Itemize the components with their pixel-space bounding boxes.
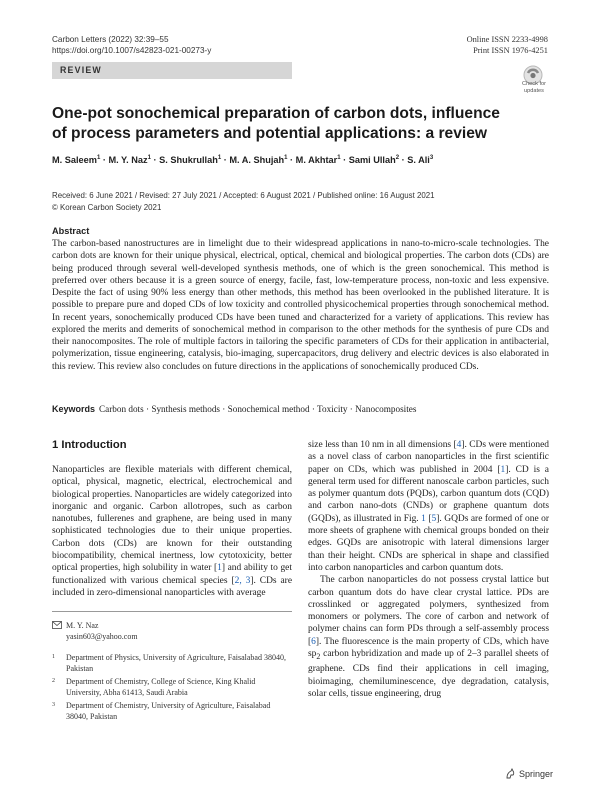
publisher-logo [505,768,553,779]
footnote-divider [52,611,292,612]
author-name[interactable]: S. Ali [407,155,430,166]
author-affiliation-mark: 1 [284,155,288,161]
section-heading-introduction: 1 Introduction [52,439,127,451]
affiliation-3: 3 Department of Chemistry, University of Agriculture, Faisalabad 38040, Pakistan [52,701,271,721]
print-issn: Print ISSN 1976-4251 [473,46,548,55]
intro-column-right [308,439,549,700]
author-name[interactable]: M. Akhtar [295,155,338,166]
keywords-line [52,404,416,414]
intro-paragraph-2: The carbon nanoparticles do not possess crystal lattice but carbon quantum dots do have clear crystal lattice. PDs are crosslinked or aggregated polymers, synthesized from monomers or polymers. The core of carbon and network of polymer chains can form PDs through a self-assembly process [6]. The fluorescence is the main property of CDs, which have $sp_2$ carbon hybridization and made up of 2–3 parallel sheets of graphene. CDs find their applications in cell imaging, bioimaging, chemiluminescence, dye degradation, catalysis, solar cells, tissue engineering, drug [308,575,549,699]
check-for-updates-label[interactable]: Check for updates [522,81,546,94]
intro-paragraph-1-cont: size less than 10 nm in all dimensions [4]. CDs were mentioned as a novel class of carbon nanoparticles in the first scientific paper on CDs, which was published in 2004 [1]. CD is a general term used for different nanoscale carbon particles, such as polymer quantum dots (PQDs), carbon quantum dots (CQD) and carbon nano-dots (CNDs) or graphene quantum dots (GQDs), as illustrated in Fig. 1 [5]. GQDs are formed of one or more sheets of graphene with chemical groups bonded on their edges. GQDs are anisotropic with lateral dimensions larger than their height. CNDs are spherical in shape and classified into carbon nanoparticles and carbon quantum dots. [308,440,549,573]
envelope-icon [52,621,62,629]
online-issn: Online ISSN 2233-4998 [466,35,548,44]
issn-block [467,34,548,56]
author-list: M. Saleem$^1$ · M. Y. Naz$^1$ · S. Shukrullah$^1$ · M. A. Shujah$^1$ · M. Akhtar$^1$ · Sami Ullah$^2$ · S. Ali$^3$ [52,155,434,166]
author-affiliation-mark: 1 [337,155,341,161]
citation-link[interactable]: 1 [500,464,506,475]
author-affiliation-mark: 1 [96,155,101,161]
author-name[interactable]: M. A. Shujah [229,155,285,166]
publisher-name: Springer [519,769,554,779]
author-affiliation-mark: 1 [217,155,222,161]
history-dates: Received: 6 June 2021 / Revised: 27 July 2021 / Accepted: 6 August 2021 / Published online: 16 August 2021 [52,191,435,200]
article-title: One-pot sonochemical preparation of carbon dots, influence of process parameters and potential applications: a review [52,105,500,142]
citation-link[interactable]: 1 [217,563,222,574]
citation-link[interactable]: 5 [431,513,437,524]
publication-history [52,190,435,213]
contact-name: M. Y. Naz [66,621,99,630]
citation-link[interactable]: 4 [456,440,462,450]
affiliation-2: 2 Department of Chemistry, College of Science, King Khalid University, Abha 61413, Saudi Arabia [52,677,256,697]
contact-email[interactable]: yasin603@yahoo.com [66,632,138,641]
article-type-bar [52,62,292,79]
author-name[interactable]: M. Saleem [52,155,97,166]
author-affiliation-mark: 2 [395,155,400,161]
figure-link[interactable]: 1 [421,513,426,524]
author-name[interactable]: Sami Ullah [348,155,396,166]
abstract-text: The carbon-based nanostructures are in limelight due to their widespread applications in nano-to-micro-scale technologies. The carbon dots are known for their unique physical, electrical, optical, chemical and biological properties. The carbon dots (CDs) are being produced through several well-developed synthesis methods, one of which is the green sonochemical. This method is preferred over others because it is a green source of energy, facile, fast, low-temperature process, non-toxic and less expensive. Despite the fact of using 90% less energy than other methods, this method has been overlooked in the published literature. It is possible to prepare pure and doped CDs of low toxicity and controlled physicochemical properties through sonochemical method. In recent years, sonochemically produced CDs have been tuned and characterized for a variety of applications. This review has explored the merits and demerits of sonochemical method in comparison to the other methods for the synthesis of pure CDs and their nanocomposites. The role of multiple factors in tailoring the specific parameters of CDs for their application in antibacterial, polymerization, tissue engineering, catalysis, bio-imaging, supercapacitors, drug delivery and electric devices is also elaborated in this review. This review also concludes on future directions in the applications of sonochemically produced CDs. [52,239,549,372]
abstract-heading: Abstract [52,226,90,236]
corresponding-author [52,620,292,642]
keywords-label: Keywords [52,404,96,414]
journal-citation: Carbon Letters (2022) 32:39–55 [52,35,169,44]
intro-paragraph-1: Nanoparticles are flexible materials with different chemical, optical, physical, magnetic, electrical, electrochemical and biological properties. Nanoparticles are widely categorized into inorganic and organic. Carbon allotropes, such as carbon nanotubes, fullerenes and graphene, are being used in many sophisticated technologies due to their unique properties. Carbon dots (CDs) are known for their outstanding biocompatibility, chemical inertness, low cytotoxicity, better optical properties, high solubility in water [1] and ability to get functionalized with various chemical species [2, 3]. CDs are included in zero-dimensional nanoparticles with average [52,465,293,598]
springer-horse-icon [505,768,516,779]
article-type-label: REVIEW [60,65,102,75]
author-name[interactable]: M. Y. Naz [108,155,148,166]
copyright-line: © Korean Carbon Society 2021 [52,202,162,212]
doi-link[interactable]: https://doi.org/10.1007/s42823-021-00273-y [52,46,212,55]
citation-link[interactable]: 6 [311,636,316,647]
author-affiliation-mark: 3 [429,155,434,161]
keywords-list: Carbon dots · Synthesis methods · Sonochemical method · Toxicity · Nanocomposites [99,404,417,414]
author-name[interactable]: S. Shukrullah [159,155,218,166]
intro-column-left [52,464,292,599]
author-affiliation-mark: 1 [147,155,151,161]
journal-header [52,34,211,56]
citation-link[interactable]: 2, 3 [234,575,251,586]
affiliation-1: 1 Department of Physics, University of Agriculture, Faisalabad 38040, Pakistan [52,653,286,673]
